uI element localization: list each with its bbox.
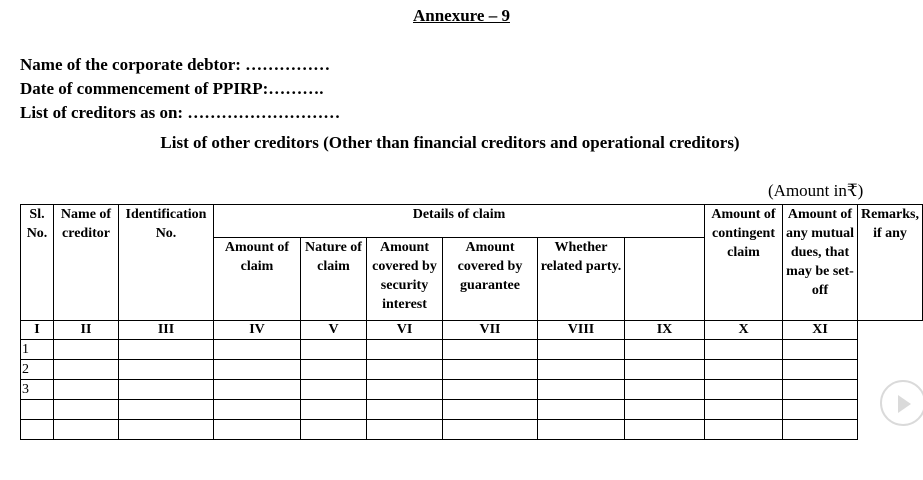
serial-cell: 3	[21, 380, 54, 400]
numeral-cell: II	[54, 321, 119, 340]
corporate-debtor-line: Name of the corporate debtor: ……………	[20, 55, 331, 74]
table-cell	[119, 380, 214, 400]
table-cell	[443, 340, 538, 360]
header-details-of-claim: Details of claim	[214, 205, 705, 238]
table-cell	[705, 400, 783, 420]
numeral-cell: VI	[367, 321, 443, 340]
column-numeral-row	[21, 321, 923, 340]
table-cell	[301, 400, 367, 420]
table-cell	[705, 340, 783, 360]
table-row	[21, 400, 923, 420]
table-cell	[705, 360, 783, 380]
header-amount-of-claim: Amount of claim	[214, 238, 301, 321]
table-cell	[301, 340, 367, 360]
table-cell	[367, 400, 443, 420]
table-cell	[783, 380, 858, 400]
numeral-cell: I	[21, 321, 54, 340]
header-sl-no: Sl. No.	[21, 205, 54, 321]
numeral-cell: VII	[443, 321, 538, 340]
serial-cell	[21, 400, 54, 420]
table-cell	[783, 360, 858, 380]
table-cell	[443, 380, 538, 400]
table-row	[21, 360, 923, 380]
numeral-cell: X	[705, 321, 783, 340]
table-cell	[367, 380, 443, 400]
table-cell	[54, 360, 119, 380]
serial-cell	[21, 420, 54, 440]
table-cell	[367, 340, 443, 360]
table-cell	[54, 420, 119, 440]
creditors-table	[20, 204, 923, 440]
table-cell	[119, 340, 214, 360]
numeral-cell: V	[301, 321, 367, 340]
numeral-cell: IX	[625, 321, 705, 340]
header-covered-by-guarantee: Amount covered by guarantee	[443, 238, 538, 321]
table-cell	[214, 360, 301, 380]
table-cell	[538, 360, 625, 380]
amount-unit-note: (Amount in₹)	[768, 181, 864, 200]
play-circle-icon	[896, 394, 912, 414]
table-cell	[54, 340, 119, 360]
header-identification-no: Identification No.	[119, 205, 214, 321]
list-subtitle: List of other creditors (Other than financial creditors and operational creditors)	[160, 133, 740, 152]
table-cell	[705, 420, 783, 440]
annexure-title: Annexure – 9	[413, 6, 510, 25]
table-cell	[705, 380, 783, 400]
table-cell	[443, 400, 538, 420]
header-row-1	[21, 205, 923, 238]
numeral-cell: VIII	[538, 321, 625, 340]
table-cell	[214, 420, 301, 440]
table-cell	[54, 380, 119, 400]
header-nature-of-claim: Nature of claim	[301, 238, 367, 321]
table-cell	[119, 360, 214, 380]
table-cell	[214, 380, 301, 400]
table-row	[21, 340, 923, 360]
table-cell	[538, 400, 625, 420]
table-cell	[54, 400, 119, 420]
table-cell	[783, 400, 858, 420]
table-cell	[538, 420, 625, 440]
serial-cell: 2	[21, 360, 54, 380]
table-cell	[625, 420, 705, 440]
table-cell	[625, 360, 705, 380]
table-cell	[367, 360, 443, 380]
table-cell	[119, 400, 214, 420]
table-cell	[301, 380, 367, 400]
header-contingent-claim: Amount of contingent claim	[705, 205, 783, 321]
numeral-cell: IV	[214, 321, 301, 340]
table-cell	[538, 340, 625, 360]
creditors-date-line: List of creditors as on: ………………………	[20, 103, 341, 122]
header-remarks: Remarks, if any	[858, 205, 923, 321]
table-cell	[443, 360, 538, 380]
table-row	[21, 380, 923, 400]
table-row	[21, 420, 923, 440]
table-cell	[625, 380, 705, 400]
numeral-cell: XI	[783, 321, 858, 340]
header-covered-by-security: Amount covered by security interest	[367, 238, 443, 321]
table-cell	[625, 400, 705, 420]
table-cell	[783, 420, 858, 440]
table-cell	[301, 420, 367, 440]
table-cell	[783, 340, 858, 360]
ppirp-date-line: Date of commencement of PPIRP:……….	[20, 79, 324, 98]
table-cell	[214, 340, 301, 360]
header-creditor-name: Name of creditor	[54, 205, 119, 321]
table-cell	[119, 420, 214, 440]
header-related-party: Whether related party.	[538, 238, 625, 321]
table-cell	[443, 420, 538, 440]
play-button[interactable]	[880, 380, 923, 426]
serial-cell: 1	[21, 340, 54, 360]
table-cell	[367, 420, 443, 440]
table-cell	[538, 380, 625, 400]
numeral-cell: III	[119, 321, 214, 340]
header-mutual-dues: Amount of any mutual dues, that may be set- off	[783, 205, 858, 321]
table-cell	[625, 340, 705, 360]
table-cell	[301, 360, 367, 380]
table-cell	[214, 400, 301, 420]
